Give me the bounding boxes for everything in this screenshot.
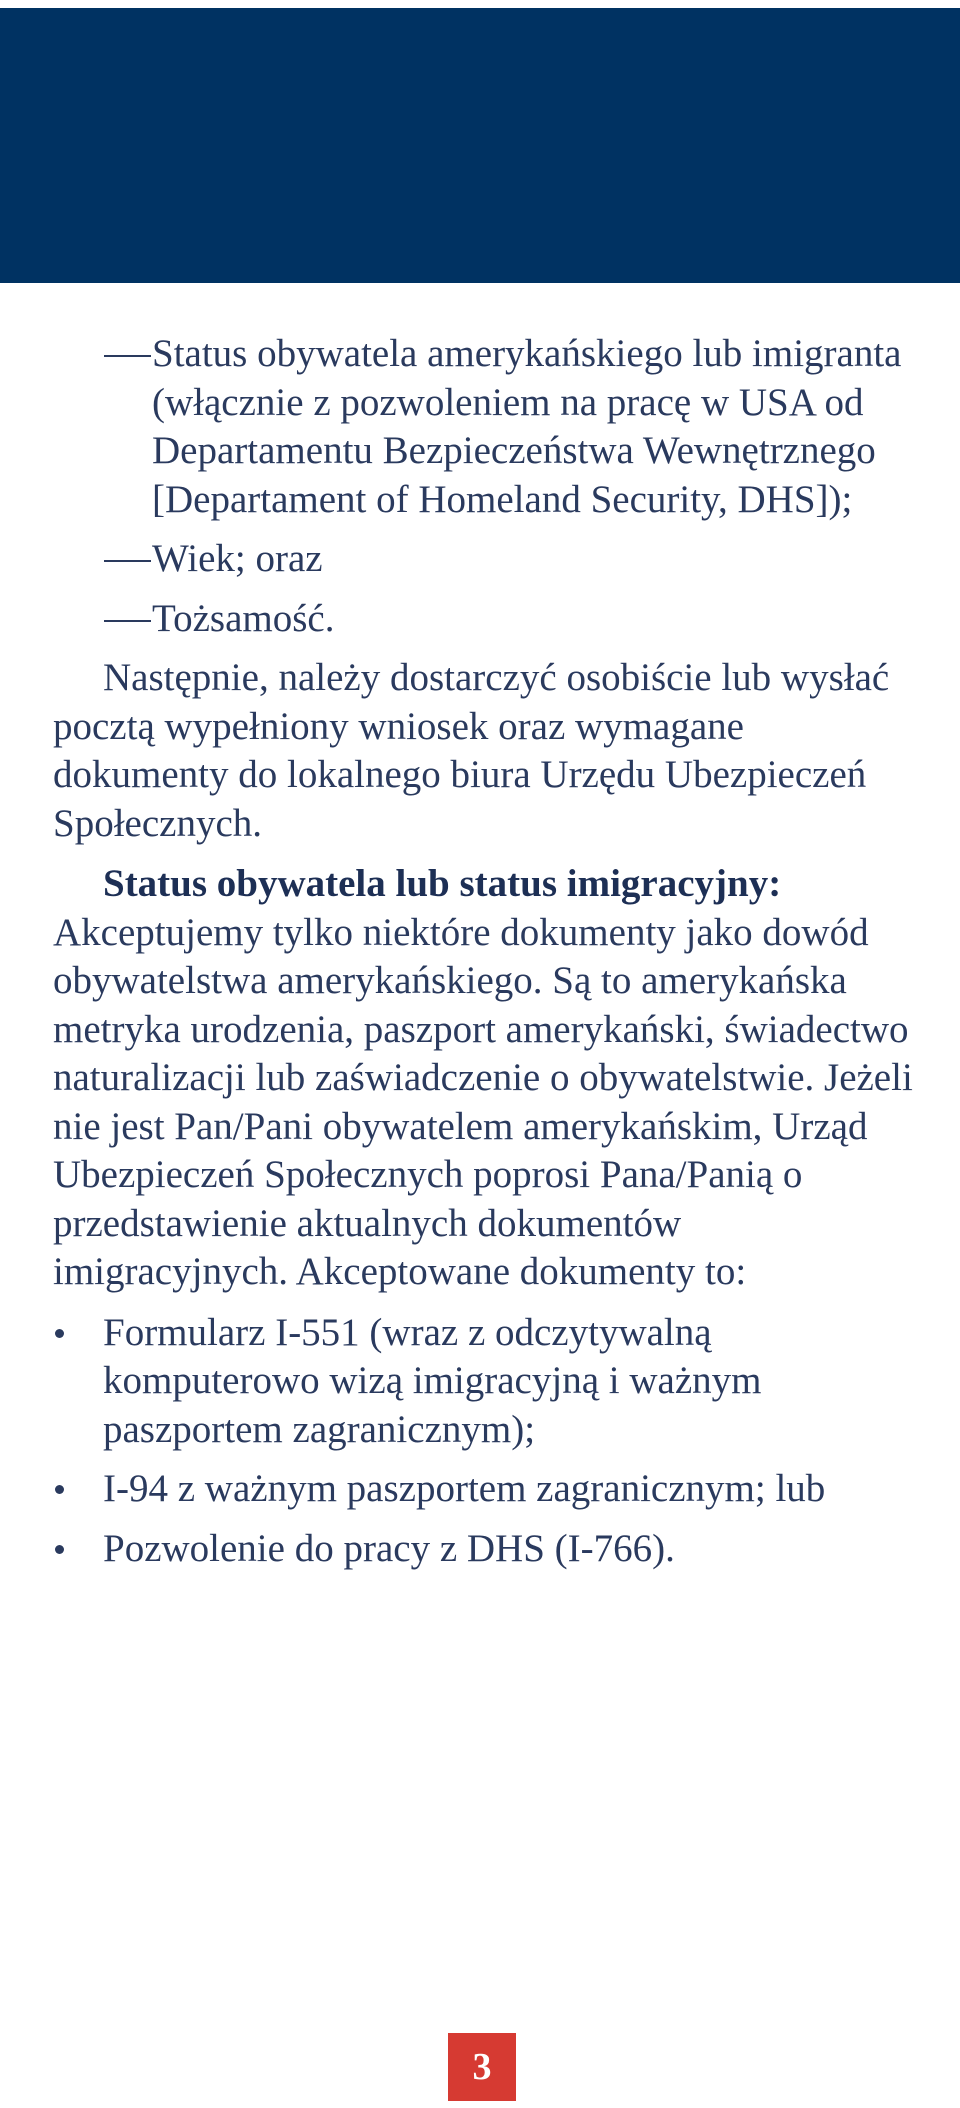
status-paragraph: [53, 860, 923, 1297]
list-item: [53, 1525, 923, 1574]
list-item: [53, 1309, 923, 1455]
bullet-icon: [55, 1545, 64, 1554]
list-item: [53, 595, 923, 644]
page-number: 3: [448, 2033, 516, 2101]
list-item: [53, 330, 923, 524]
header-band: [0, 8, 960, 283]
em-dash-marker: [104, 560, 151, 562]
list-item-text: Wiek; oraz: [152, 537, 323, 580]
page-content: [53, 330, 923, 1584]
bullet-icon: [55, 1329, 64, 1338]
list-item: [53, 535, 923, 584]
list-item-text: Tożsamość.: [152, 596, 335, 640]
requirements-list: [53, 330, 923, 643]
em-dash-marker: [104, 355, 151, 357]
bullet-icon: [55, 1485, 64, 1494]
status-heading: Status obywatela lub status imigracyjny:: [103, 862, 782, 905]
list-item-text: I-94 z ważnym paszportem zagranicznym; lub: [103, 1467, 826, 1510]
list-item-text: Pozwolenie do pracy z DHS (I-766).: [103, 1526, 675, 1570]
list-item-text: Formularz I-551 (wraz z odczytywalną komputerowo wizą imigracyjną i ważnym paszportem zagranicznym);: [103, 1310, 762, 1451]
em-dash-marker: [104, 620, 151, 622]
list-item-text: Status obywatela amerykańskiego lub imigranta (włącznie z pozwoleniem na pracę w USA od Departamentu Bezpieczeństwa Wewnętrznego [Departament of Homeland Security, DHS]);: [152, 332, 902, 521]
next-step-paragraph: Następnie, należy dostarczyć osobiście lub wysłać pocztą wypełniony wniosek oraz wymagane dokumenty do lokalnego biura Urzędu Ubezpieczeń Społecznych.: [53, 656, 890, 845]
accepted-documents-list: [53, 1309, 923, 1574]
status-body: Akceptujemy tylko niektóre dokumenty jako dowód obywatelstwa amerykańskiego. Są to amerykańska metryka urodzenia, paszport amerykański, świadectwo naturalizacji lub zaświadczenie o obywatelstwie. Jeżeli nie jest Pan/Pani obywatelem amerykańskim, Urząd Ubezpieczeń Społecznych poprosi Pana/Panią o przedstawienie aktualnych dokumentów imigracyjnych. Akceptowane dokumenty to:: [53, 910, 913, 1293]
list-item: [53, 1465, 923, 1514]
